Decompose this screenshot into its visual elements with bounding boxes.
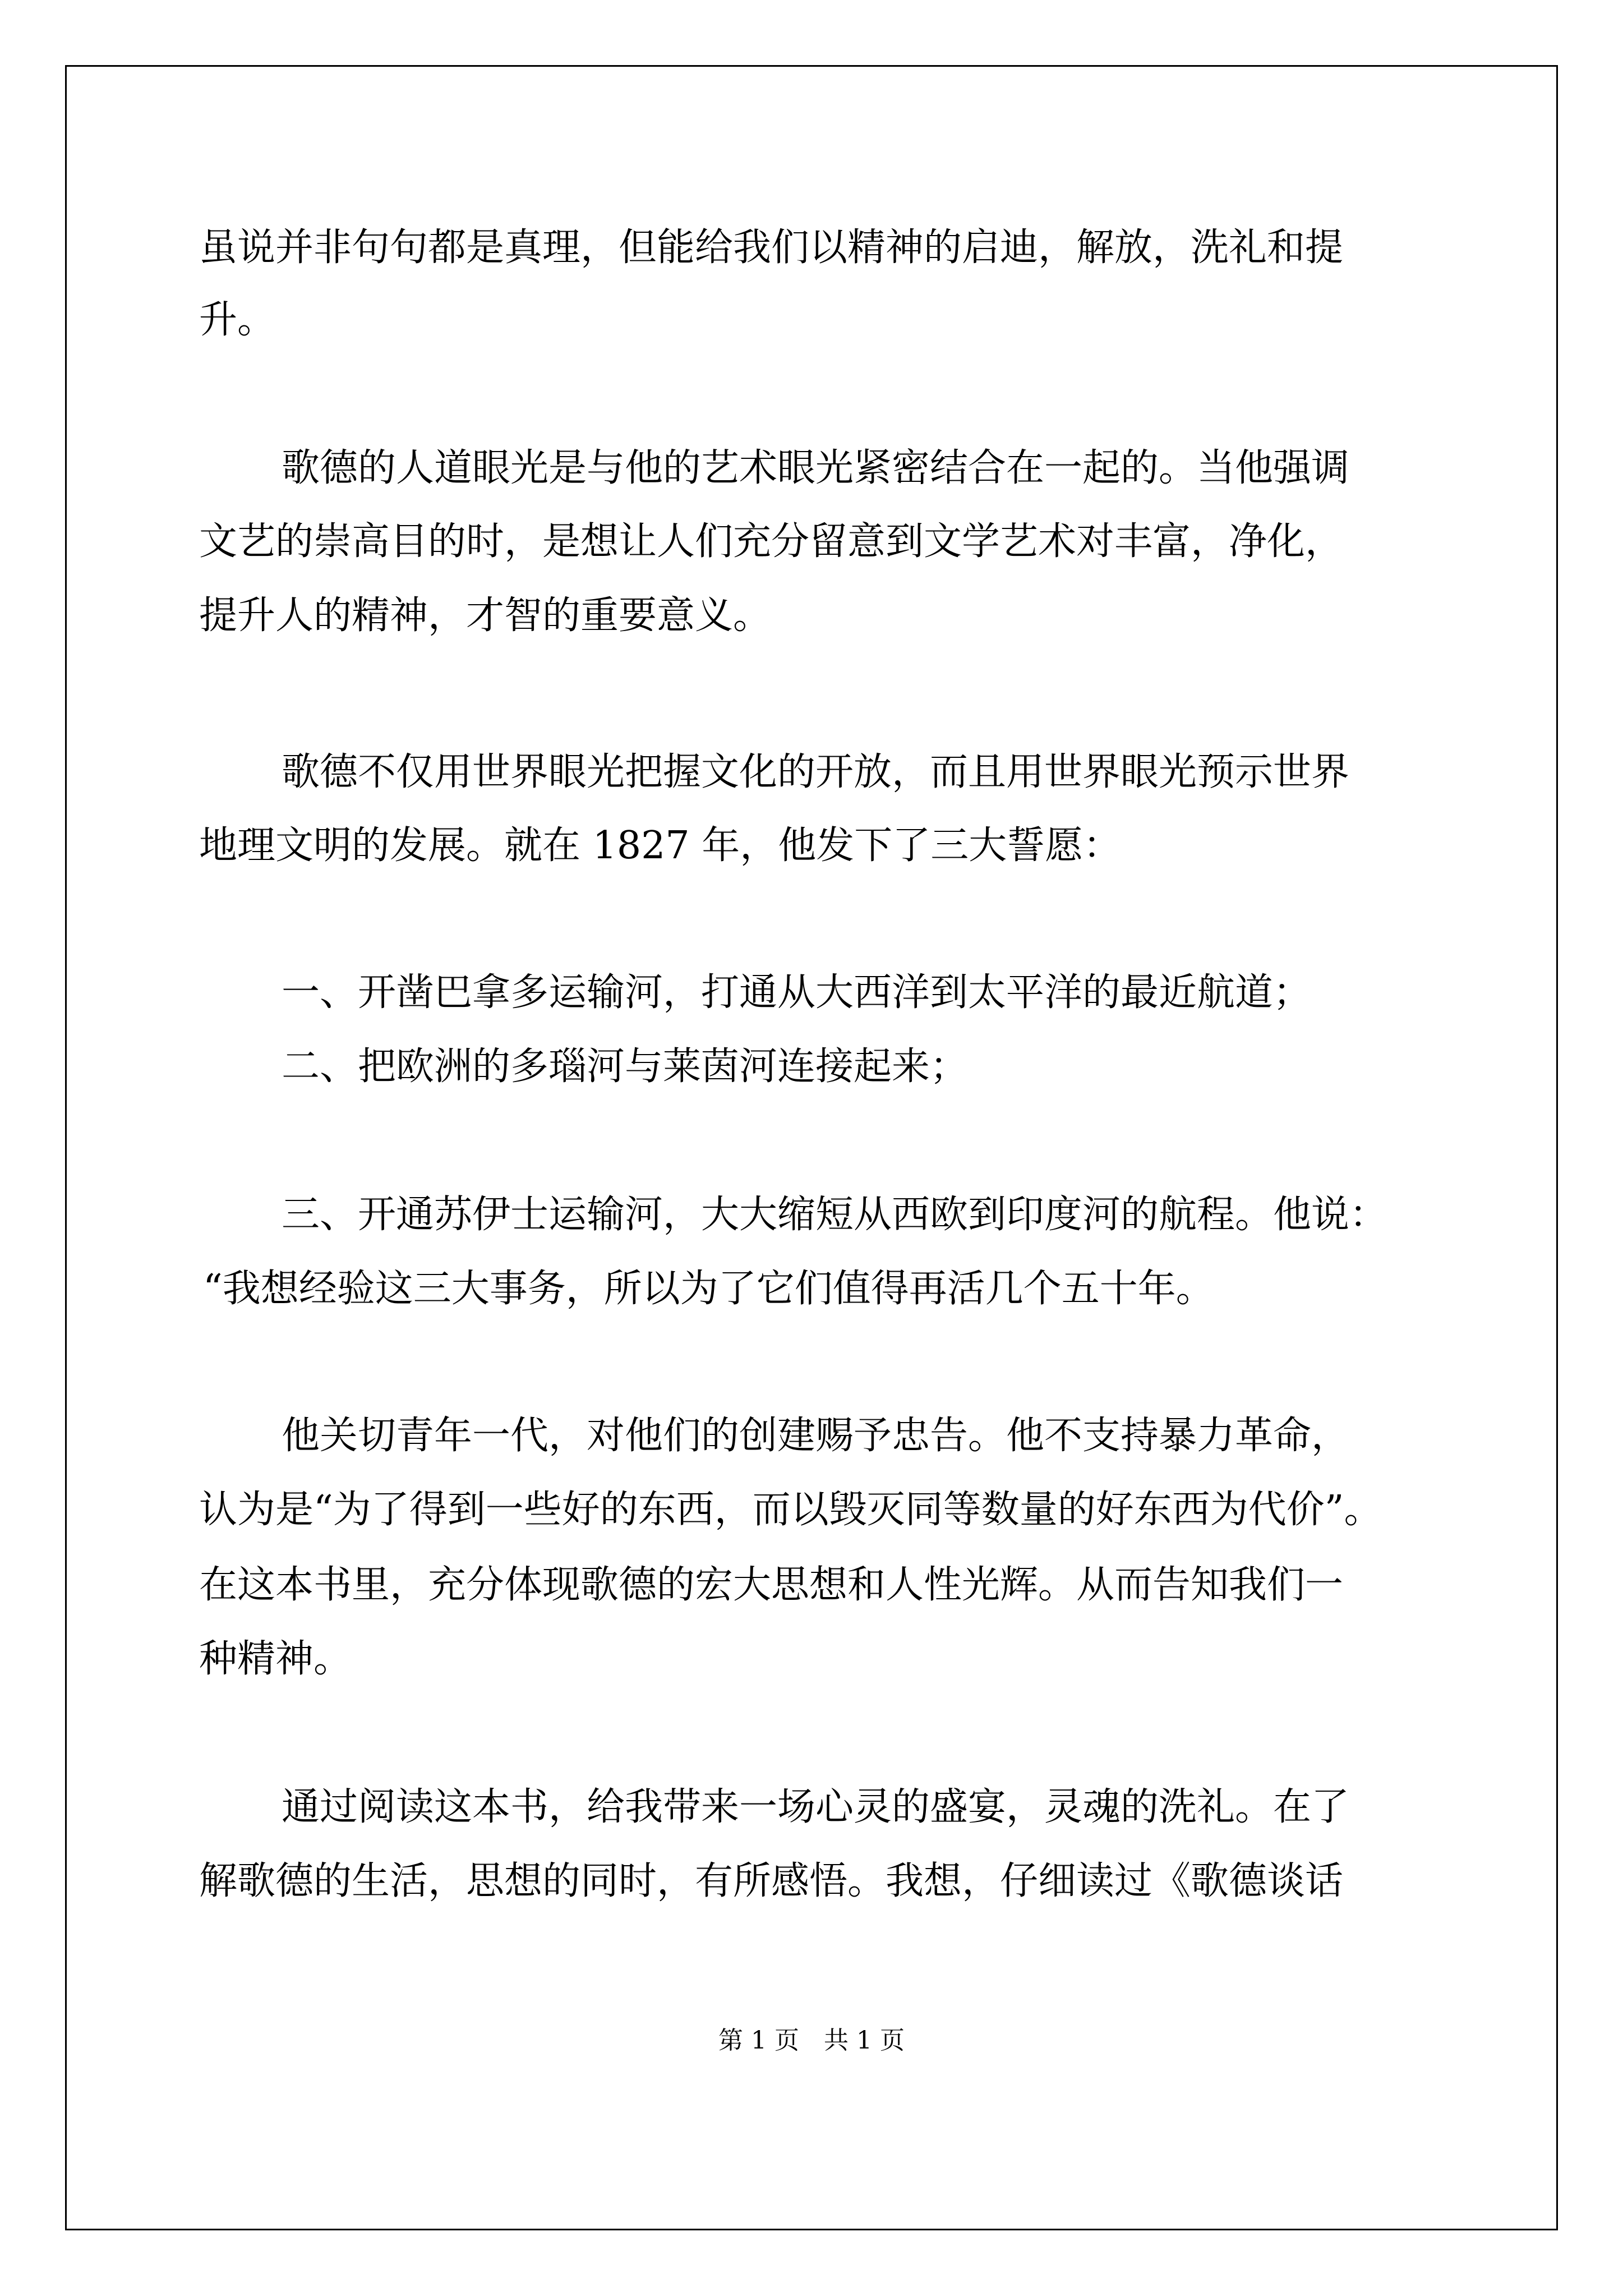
text-line: 三、开通苏伊士运输河，大大缩短从西欧到印度河的航程。他说： <box>282 1193 1388 1237</box>
text-line: 虽说并非句句都是真理，但能给我们以精神的启迪，解放，洗礼和提 <box>199 226 1344 270</box>
text-line: 认为是“为了得到一些好的东西，而以毁灭同等数量的好东西为代价”。 <box>199 1488 1382 1532</box>
text-line: 地理文明的发展。就在 1827 年，他发下了三大誓愿： <box>199 823 1122 868</box>
text-line: 歌德不仅用世界眼光把握文化的开放，而且用世界眼光预示世界 <box>282 750 1350 794</box>
text-line: 解歌德的生活，思想的同时，有所感悟。我想，仔细读过《歌德谈话 <box>199 1859 1344 1903</box>
page-footer: 第 1 页 共 1 页 <box>718 2026 905 2055</box>
text-line: 他关切青年一代，对他们的创建赐予忠告。他不支持暴力革命， <box>282 1414 1350 1458</box>
text-line: “我想经验这三大事务，所以为了它们值得再活几个五十年。 <box>203 1267 1214 1311</box>
text-line: 二、把欧洲的多瑙河与莱茵河连接起来； <box>282 1045 969 1089</box>
text-line: 歌德的人道眼光是与他的艺术眼光紧密结合在一起的。当他强调 <box>282 446 1350 490</box>
text-line: 种精神。 <box>199 1637 352 1681</box>
text-line: 升。 <box>199 298 276 342</box>
text-line: 文艺的崇高目的时，是想让人们充分留意到文学艺术对丰富，净化， <box>199 519 1344 564</box>
text-line: 提升人的精神，才智的重要意义。 <box>199 593 772 638</box>
text-line: 在这本书里，充分体现歌德的宏大思想和人性光辉。从而告知我们一 <box>199 1563 1344 1607</box>
text-line: 一、开凿巴拿多运输河，打通从大西洋到太平洋的最近航道； <box>282 970 1312 1015</box>
text-line: 通过阅读这本书，给我带来一场心灵的盛宴，灵魂的洗礼。在了 <box>282 1785 1350 1829</box>
